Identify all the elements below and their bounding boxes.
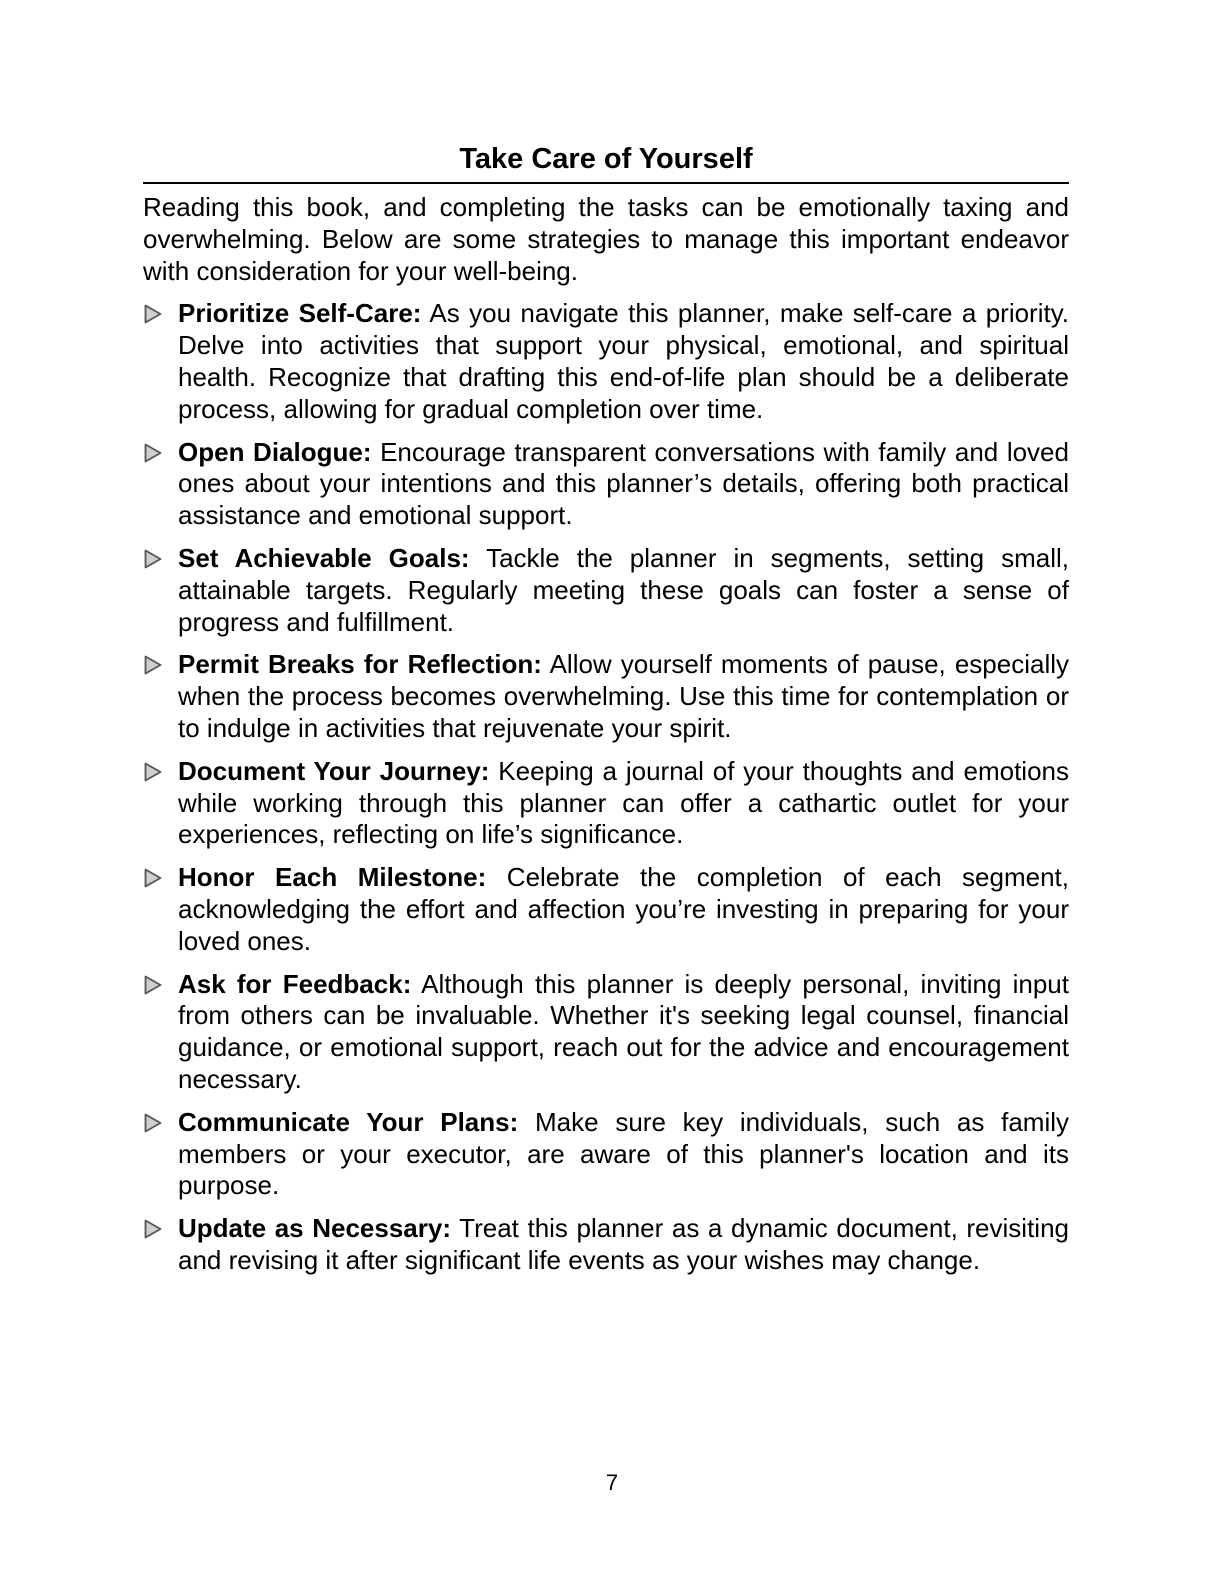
item-lead: Ask for Feedback:: [178, 968, 412, 999]
item-text: Keeping a journal of your thoughts and emotions while working through this planner can offer a cathartic outlet for your experiences, reflecting on life’s significance.: [178, 755, 1069, 850]
list-item: [143, 1107, 1069, 1202]
item-lead: Update as Necessary:: [178, 1213, 452, 1244]
strategy-list: [143, 298, 1069, 1276]
list-item: [143, 862, 1069, 957]
item-text: Tackle the planner in segments, setting small, attainable targets. Regularly meeting these goals can foster a sense of progress and fulfillment.: [178, 542, 1069, 637]
list-item: [143, 543, 1069, 638]
item-text: Treat this planner as a dynamic document, revisiting and revising it after significant life events as your wishes may change.: [178, 1213, 1069, 1275]
triangle-arrow-icon: [144, 443, 162, 463]
triangle-arrow-icon: [144, 762, 162, 782]
item-text: As you navigate this planner, make self-care a priority. Delve into activities that support your physical, emotional, and spiritual health. Recognize that drafting this end-of-life plan should be a deliberate process, allowing for gradual completion over time.: [178, 298, 1070, 424]
item-lead: Document Your Journey:: [178, 755, 490, 786]
triangle-arrow-icon: [144, 304, 162, 324]
item-text: Celebrate the completion of each segment, acknowledging the effort and affection you’re investing in preparing for your loved ones.: [178, 862, 1069, 956]
list-item: [143, 969, 1069, 1096]
triangle-arrow-icon: [144, 1113, 162, 1133]
item-lead: Honor Each Milestone:: [178, 862, 487, 893]
page-number: 7: [605, 1470, 619, 1495]
list-item: [143, 298, 1069, 425]
page-content: [143, 138, 1069, 1288]
item-lead: Open Dialogue:: [178, 436, 372, 467]
list-item: [143, 649, 1069, 744]
page-title: Take Care of Yourself: [459, 143, 753, 175]
list-item: [143, 1213, 1069, 1277]
item-text: Encourage transparent conversations with family and loved ones about your intentions and this planner’s details, offering both practical assistance and emotional support.: [178, 436, 1069, 531]
triangle-arrow-icon: [144, 549, 162, 569]
list-item: [143, 756, 1069, 851]
triangle-arrow-icon: [144, 868, 162, 888]
item-lead: Communicate Your Plans:: [178, 1106, 519, 1137]
triangle-arrow-icon: [144, 1219, 162, 1239]
item-lead: Prioritize Self-Care:: [178, 298, 422, 329]
title-underline: [143, 182, 1069, 184]
item-lead: Permit Breaks for Reflection:: [178, 649, 542, 680]
item-text: Although this planner is deeply personal, inviting input from others can be invaluable. Whether it's seeking legal counsel, financial guidance, or emotional support, reach out for the advice and encouragement necessary.: [178, 968, 1069, 1094]
item-text: Make sure key individuals, such as family members or your executor, are aware of this planner's location and its purpose.: [178, 1106, 1069, 1201]
list-item: [143, 437, 1069, 532]
triangle-arrow-icon: [144, 655, 162, 675]
item-lead: Set Achievable Goals:: [178, 542, 470, 573]
triangle-arrow-icon: [144, 975, 162, 995]
intro-paragraph: Reading this book, and completing the tasks can be emotionally taxing and overwhelming. Below are some strategies to manage this important endeavor with consideration for your well-being.: [143, 192, 1069, 286]
item-text: Allow yourself moments of pause, especially when the process becomes overwhelming. Use this time for contemplation or to indulge in activities that rejuvenate your spirit.: [178, 649, 1070, 743]
